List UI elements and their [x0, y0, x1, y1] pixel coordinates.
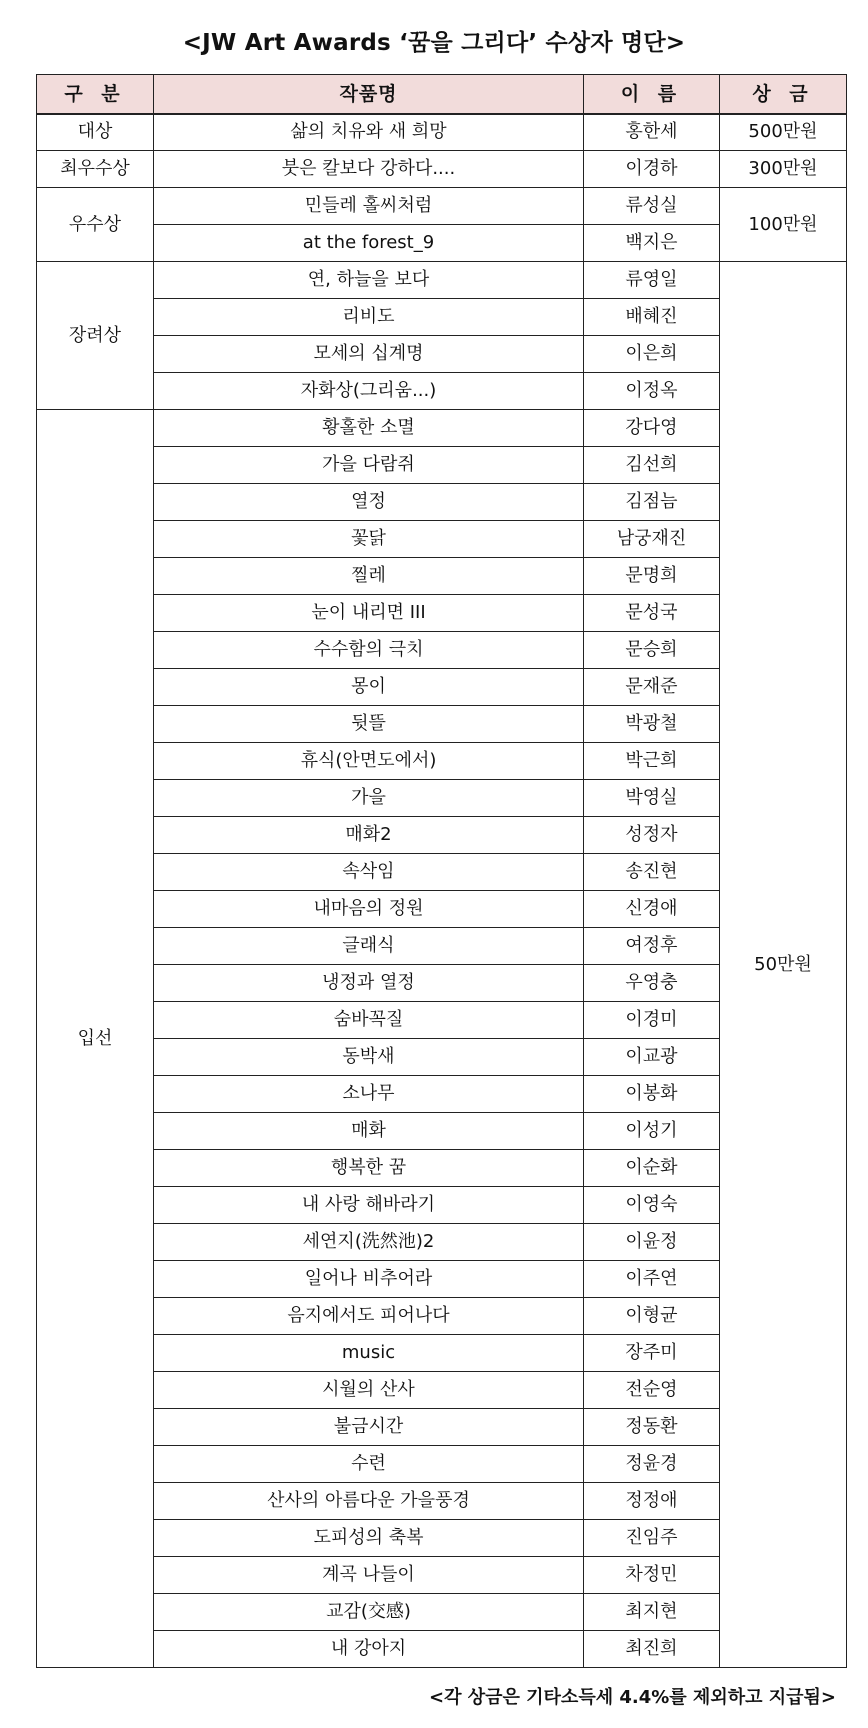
- winner-name-cell: 배혜진: [584, 299, 720, 336]
- tax-footnote: <각 상금은 기타소득세 4.4%를 제외하고 지급됨>: [428, 1687, 836, 1708]
- work-title-cell: 눈이 내리면 III: [154, 595, 584, 632]
- work-title-cell: 휴식(안면도에서): [154, 743, 584, 780]
- winner-name-cell: 류성실: [584, 188, 720, 225]
- work-title-cell: 불금시간: [154, 1409, 584, 1446]
- work-title-cell: 산사의 아름다운 가을풍경: [154, 1483, 584, 1520]
- winner-name-cell: 전순영: [584, 1372, 720, 1409]
- page-title: <JW Art Awards ‘꿈을 그리다’ 수상자 명단>: [182, 30, 686, 56]
- table-row: [37, 262, 847, 299]
- work-title-cell: 열정: [154, 484, 584, 521]
- table-row: [37, 114, 847, 151]
- table-row: [37, 151, 847, 188]
- work-title-cell: at the forest_9: [154, 225, 584, 262]
- work-title-cell: 숨바꼭질: [154, 1002, 584, 1039]
- prize-amount-cell: 300만원: [720, 151, 847, 188]
- work-title-cell: 자화상(그리움...): [154, 373, 584, 410]
- work-title-cell: 속삭임: [154, 854, 584, 891]
- winner-name-cell: 백지은: [584, 225, 720, 262]
- winner-name-cell: 이은희: [584, 336, 720, 373]
- work-title-cell: 삶의 치유와 새 희망: [154, 114, 584, 151]
- work-title-cell: 붓은 칼보다 강하다....: [154, 151, 584, 188]
- winner-name-cell: 최지현: [584, 1594, 720, 1631]
- winner-name-cell: 이형균: [584, 1298, 720, 1335]
- header-work: 작품명: [154, 75, 584, 114]
- winner-name-cell: 문성국: [584, 595, 720, 632]
- work-title-cell: 교감(交感): [154, 1594, 584, 1631]
- work-title-cell: 글래식: [154, 928, 584, 965]
- winner-name-cell: 문재준: [584, 669, 720, 706]
- work-title-cell: 황홀한 소멸: [154, 410, 584, 447]
- winner-name-cell: 김점늠: [584, 484, 720, 521]
- work-title-cell: 가을 다람쥐: [154, 447, 584, 484]
- winner-name-cell: 박영실: [584, 780, 720, 817]
- winner-name-cell: 문승희: [584, 632, 720, 669]
- work-title-cell: 수수함의 극치: [154, 632, 584, 669]
- header-prize: 상 금: [720, 75, 847, 114]
- winner-name-cell: 신경애: [584, 891, 720, 928]
- winner-name-cell: 문명희: [584, 558, 720, 595]
- winner-name-cell: 이주연: [584, 1261, 720, 1298]
- winner-name-cell: 이정옥: [584, 373, 720, 410]
- work-title-cell: 도피성의 축복: [154, 1520, 584, 1557]
- winner-name-cell: 류영일: [584, 262, 720, 299]
- winner-name-cell: 정동환: [584, 1409, 720, 1446]
- work-title-cell: 매화: [154, 1113, 584, 1150]
- work-title-cell: 찔레: [154, 558, 584, 595]
- winner-name-cell: 진임주: [584, 1520, 720, 1557]
- winner-name-cell: 정윤경: [584, 1446, 720, 1483]
- award-winners-table: [36, 74, 847, 1668]
- winner-name-cell: 이윤정: [584, 1224, 720, 1261]
- winner-name-cell: 이경하: [584, 151, 720, 188]
- winner-name-cell: 최진희: [584, 1631, 720, 1668]
- work-title-cell: 행복한 꿈: [154, 1150, 584, 1187]
- prize-amount-cell: 500만원: [720, 114, 847, 151]
- work-title-cell: 가을: [154, 780, 584, 817]
- winner-name-cell: 이봉화: [584, 1076, 720, 1113]
- work-title-cell: 연, 하늘을 보다: [154, 262, 584, 299]
- work-title-cell: 냉정과 열정: [154, 965, 584, 1002]
- work-title-cell: 민들레 홀씨처럼: [154, 188, 584, 225]
- prize-amount-cell: 100만원: [720, 188, 847, 262]
- winner-name-cell: 정정애: [584, 1483, 720, 1520]
- winner-name-cell: 남궁재진: [584, 521, 720, 558]
- work-title-cell: 내마음의 정원: [154, 891, 584, 928]
- work-title-cell: music: [154, 1335, 584, 1372]
- header-name: 이 름: [584, 75, 720, 114]
- work-title-cell: 일어나 비추어라: [154, 1261, 584, 1298]
- table-header-row: [37, 75, 847, 114]
- winner-name-cell: 이성기: [584, 1113, 720, 1150]
- work-title-cell: 수련: [154, 1446, 584, 1483]
- work-title-cell: 꽃닭: [154, 521, 584, 558]
- work-title-cell: 동박새: [154, 1039, 584, 1076]
- table-row: [37, 188, 847, 225]
- winner-name-cell: 송진현: [584, 854, 720, 891]
- winner-name-cell: 차정민: [584, 1557, 720, 1594]
- work-title-cell: 매화2: [154, 817, 584, 854]
- winner-name-cell: 이교광: [584, 1039, 720, 1076]
- header-category: 구 분: [37, 75, 154, 114]
- award-category-cell: 장려상: [37, 262, 154, 410]
- work-title-cell: 내 강아지: [154, 1631, 584, 1668]
- winner-name-cell: 여정후: [584, 928, 720, 965]
- winner-name-cell: 강다영: [584, 410, 720, 447]
- work-title-cell: 리비도: [154, 299, 584, 336]
- winner-name-cell: 김선희: [584, 447, 720, 484]
- work-title-cell: 뒷뜰: [154, 706, 584, 743]
- winner-name-cell: 이경미: [584, 1002, 720, 1039]
- winner-name-cell: 이순화: [584, 1150, 720, 1187]
- work-title-cell: 시월의 산사: [154, 1372, 584, 1409]
- work-title-cell: 내 사랑 해바라기: [154, 1187, 584, 1224]
- winner-name-cell: 박광철: [584, 706, 720, 743]
- work-title-cell: 세연지(洗然池)2: [154, 1224, 584, 1261]
- award-category-cell: 우수상: [37, 188, 154, 262]
- winner-name-cell: 박근희: [584, 743, 720, 780]
- winner-name-cell: 홍한세: [584, 114, 720, 151]
- work-title-cell: 계곡 나들이: [154, 1557, 584, 1594]
- winner-name-cell: 우영충: [584, 965, 720, 1002]
- work-title-cell: 몽이: [154, 669, 584, 706]
- winner-name-cell: 장주미: [584, 1335, 720, 1372]
- award-category-cell: 대상: [37, 114, 154, 151]
- prize-amount-cell: 50만원: [720, 262, 847, 1668]
- winner-name-cell: 이영숙: [584, 1187, 720, 1224]
- work-title-cell: 모세의 십계명: [154, 336, 584, 373]
- work-title-cell: 소나무: [154, 1076, 584, 1113]
- table-body: [37, 114, 847, 1668]
- work-title-cell: 음지에서도 피어나다: [154, 1298, 584, 1335]
- award-category-cell: 최우수상: [37, 151, 154, 188]
- winner-name-cell: 성정자: [584, 817, 720, 854]
- award-category-cell: 입선: [37, 410, 154, 1668]
